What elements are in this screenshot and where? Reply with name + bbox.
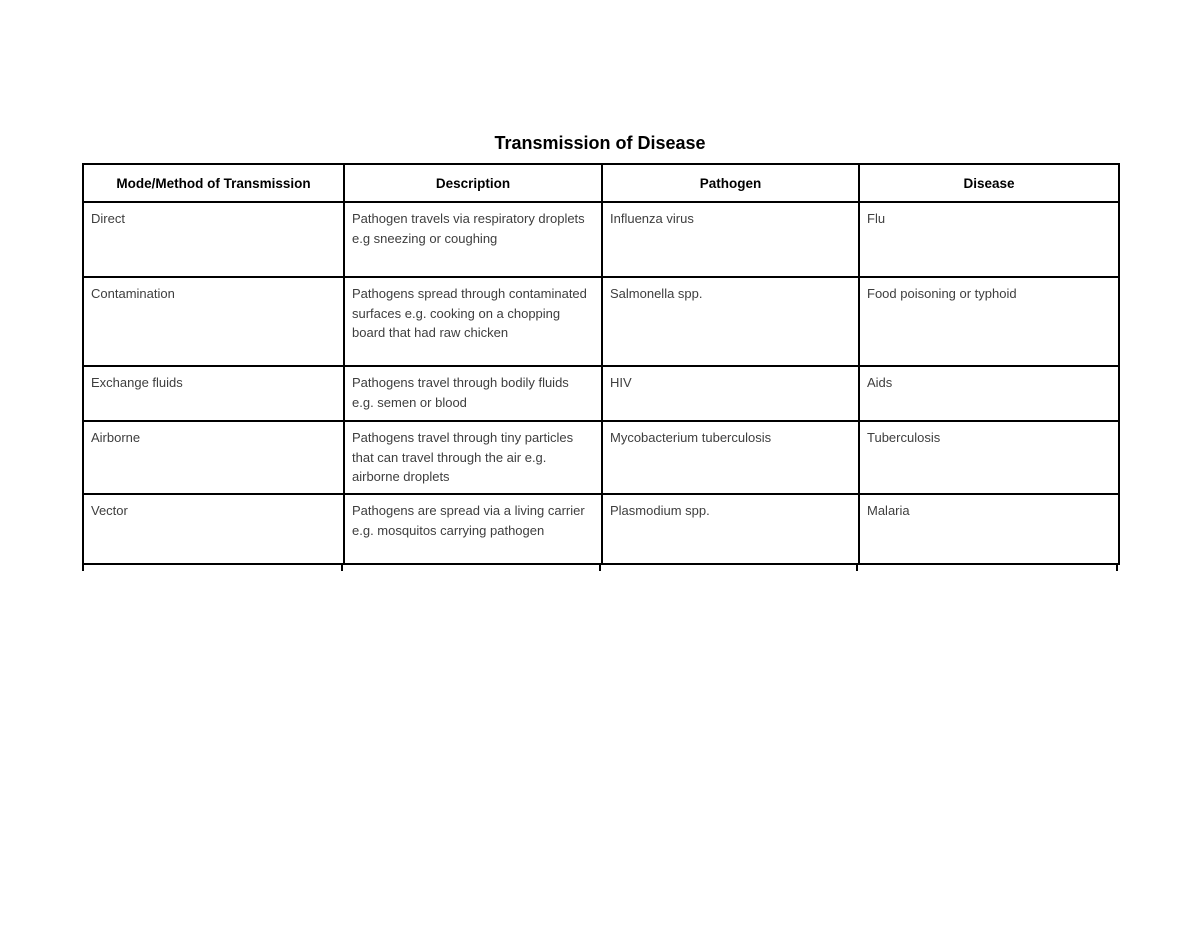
- table-clipped-row-border-stubs: [82, 565, 1118, 572]
- cell-pathogen: Plasmodium spp.: [602, 494, 859, 564]
- border-stub: [856, 564, 858, 571]
- column-header-pathogen: Pathogen: [602, 164, 859, 202]
- cell-disease: Aids: [859, 366, 1119, 421]
- table-row: [83, 366, 1119, 421]
- table-row: [83, 202, 1119, 277]
- column-header-description: Description: [344, 164, 602, 202]
- cell-mode: Vector: [83, 494, 344, 564]
- table-row: [83, 494, 1119, 564]
- cell-mode: Exchange fluids: [83, 366, 344, 421]
- table-row: [83, 277, 1119, 366]
- table-row: [83, 421, 1119, 494]
- cell-mode: Airborne: [83, 421, 344, 494]
- transmission-table: [82, 163, 1120, 565]
- column-header-disease: Disease: [859, 164, 1119, 202]
- border-stub: [599, 564, 601, 571]
- column-header-mode: Mode/Method of Transmission: [83, 164, 344, 202]
- border-stub: [82, 564, 84, 571]
- cell-disease: Tuberculosis: [859, 421, 1119, 494]
- page-title: Transmission of Disease: [494, 133, 706, 153]
- cell-pathogen: HIV: [602, 366, 859, 421]
- cell-pathogen: Salmonella spp.: [602, 277, 859, 366]
- cell-description: Pathogens spread through contaminated surfaces e.g. cooking on a chopping board that had raw chicken: [344, 277, 602, 366]
- cell-mode: Contamination: [83, 277, 344, 366]
- cell-description: Pathogen travels via respiratory droplets e.g sneezing or coughing: [344, 202, 602, 277]
- cell-disease: Food poisoning or typhoid: [859, 277, 1119, 366]
- header-row: [83, 164, 1119, 202]
- cell-mode: Direct: [83, 202, 344, 277]
- transmission-table-container: [82, 163, 1118, 572]
- border-stub: [1116, 564, 1118, 571]
- border-stub: [341, 564, 343, 571]
- cell-pathogen: Influenza virus: [602, 202, 859, 277]
- cell-disease: Flu: [859, 202, 1119, 277]
- cell-description: Pathogens are spread via a living carrier e.g. mosquitos carrying pathogen: [344, 494, 602, 564]
- cell-description: Pathogens travel through bodily fluids e.g. semen or blood: [344, 366, 602, 421]
- cell-disease: Malaria: [859, 494, 1119, 564]
- cell-description: Pathogens travel through tiny particles that can travel through the air e.g. airborne droplets: [344, 421, 602, 494]
- cell-pathogen: Mycobacterium tuberculosis: [602, 421, 859, 494]
